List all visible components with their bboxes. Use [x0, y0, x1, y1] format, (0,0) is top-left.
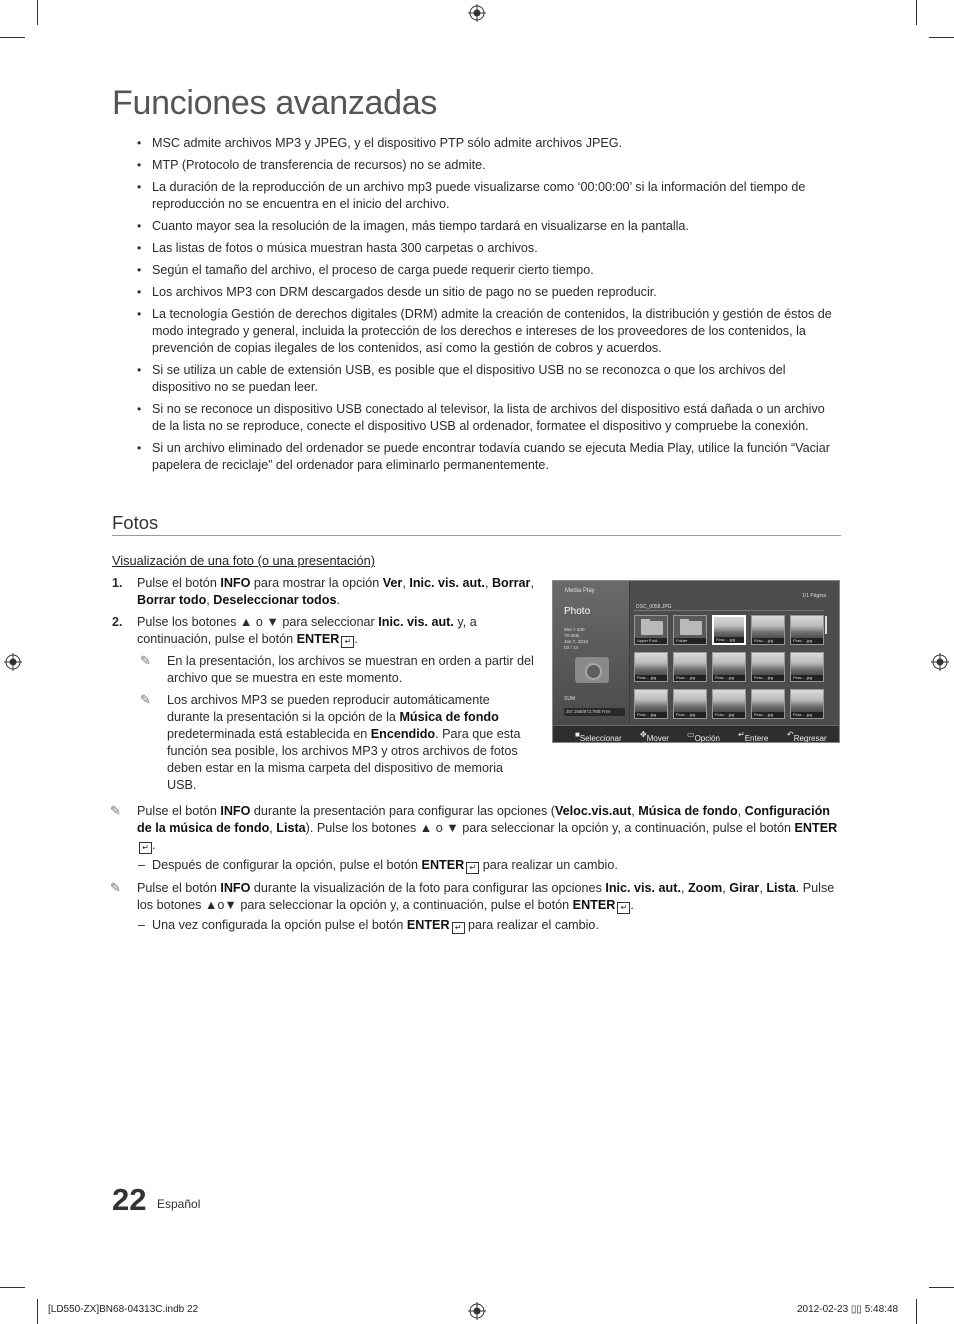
text: INFO — [220, 881, 251, 895]
text: . — [336, 593, 340, 607]
step-1 — [112, 575, 537, 609]
dash-marker: – — [138, 858, 146, 872]
print-datetime: 2012-02-23 ▯▯ 5:48:48 — [797, 1304, 899, 1315]
tv-info-panel — [553, 581, 629, 725]
text: Deseleccionar todos — [213, 593, 337, 607]
bullet-item: • Las listas de fotos o música muestran hasta 300 carpetas o archivos. — [137, 240, 837, 257]
tv-section-title: Photo — [564, 606, 591, 617]
text: Entere — [744, 734, 769, 743]
tv-thumbnail-area — [630, 581, 840, 725]
registration-mark-icon — [468, 4, 486, 22]
text: Los archivos MP3 se pueden reproducir automáticamente durante la presentación si la opción de la — [167, 693, 490, 724]
text: En la presentación, los archivos se muestran en orden a partir del archivo que se muestra en este momento. — [167, 654, 534, 685]
enter-icon: ↵ — [466, 862, 479, 874]
tv-screenshot — [552, 580, 840, 743]
registration-mark-icon — [931, 653, 949, 671]
text: . — [630, 898, 634, 912]
text: 03 / 14 — [564, 645, 579, 650]
text: Seleccionar — [579, 734, 622, 743]
pencil-note-icon: ✎ — [140, 692, 151, 707]
text: , — [484, 576, 492, 590]
subsection-heading: Visualización de una foto (o una presentación) — [112, 553, 375, 568]
photo-thumbnail[interactable] — [751, 689, 785, 719]
registration-mark-icon — [468, 1302, 486, 1320]
section-divider — [112, 535, 841, 536]
bullet-list — [137, 135, 837, 479]
text: , — [530, 576, 534, 590]
text: ENTER — [572, 898, 616, 912]
crop-mark — [0, 37, 25, 38]
text: ENTER — [296, 632, 340, 646]
photo-thumbnail[interactable] — [751, 615, 785, 645]
camera-icon — [575, 657, 609, 683]
tv-free-space: 387.2MB/973.7MB Free — [564, 708, 625, 716]
crop-mark — [37, 1299, 38, 1324]
text: predeterminada está establecida en — [167, 727, 371, 741]
text: ENTER — [794, 821, 838, 835]
text: para realizar el cambio. — [464, 918, 599, 932]
photo-thumbnail[interactable] — [790, 615, 824, 645]
text: . Para que esta función sea posible, los archivos MP3 y otros archivos de fotos deben estar en la misma carpeta del dispositivo de memoria USB. — [167, 727, 521, 792]
text: , — [631, 804, 639, 818]
bullet-item: • MTP (Protocolo de transferencia de recursos) no se admite. — [137, 157, 837, 174]
text: . Pulse los botones ▲o▼ para seleccionar la opción y, a continuación, pulse el botón — [137, 881, 835, 912]
text: , — [759, 881, 767, 895]
note-1 — [140, 653, 537, 687]
photo-thumbnail[interactable] — [790, 689, 824, 719]
tv-file-meta — [564, 627, 624, 651]
text: 550 × 440 — [564, 627, 585, 632]
text: Flow... .jpg — [674, 712, 706, 718]
text: Folder — [674, 638, 706, 644]
text: Flow... .jpg — [674, 675, 706, 681]
bullet-item: • Si se utiliza un cable de extensión USB, es posible que el dispositivo USB no se reconozca o que los archivos del dispositivo no se puedan leer. — [137, 362, 837, 396]
tv-device-label: SUM — [564, 696, 576, 702]
option-button[interactable]: ▭ Opción — [687, 730, 720, 743]
step-2 — [112, 614, 507, 648]
text: Flow... .jpg — [714, 637, 744, 643]
text: INFO — [220, 804, 251, 818]
page-number: 22 — [112, 1182, 147, 1217]
bullet-item: • Si un archivo eliminado del ordenador se puede encontrar todavía cuando se ejecuta Media Play, utilice la función “Vaciar papelera de reciclaje” del ordenador para eliminarlo permanentemente. — [137, 440, 837, 474]
return-button[interactable]: ↶ Regresar — [787, 730, 827, 743]
note-3 — [110, 803, 842, 854]
text: ). Pulse los botones ▲ o ▼ para seleccionar la opción y, a continuación, pulse el botón — [305, 821, 795, 835]
text: durante la visualización de la foto para configurar las opciones — [250, 881, 606, 895]
text: , — [269, 821, 277, 835]
text: Flow... .jpg — [713, 675, 745, 681]
text: Flow... .jpg — [791, 638, 823, 644]
folder-thumbnail[interactable] — [634, 615, 668, 645]
enter-icon: ↵ — [341, 636, 354, 648]
text: Regresar — [793, 734, 827, 743]
text: durante la presentación para configurar las opciones ( — [250, 804, 555, 818]
text: Flow... .jpg — [752, 638, 784, 644]
dash-marker: – — [138, 918, 146, 932]
text: Veloc.vis.aut — [554, 804, 632, 818]
text: ENTER — [421, 858, 465, 872]
photo-thumbnail[interactable] — [673, 689, 707, 719]
enter-icon: ↵ — [617, 902, 630, 914]
pencil-note-icon: ✎ — [110, 803, 121, 818]
crop-mark — [929, 37, 954, 38]
text: Inic. vis. aut. — [605, 881, 681, 895]
text: Zoom — [687, 881, 723, 895]
scrollbar[interactable] — [825, 616, 827, 634]
text: ENTER — [406, 918, 450, 932]
photo-thumbnail[interactable] — [790, 652, 824, 682]
registration-mark-icon — [4, 653, 22, 671]
text: Inic. vis. aut. — [409, 576, 485, 590]
tv-page-indicator: 1/1 Página — [802, 593, 826, 599]
text: Flow... .jpg — [635, 712, 667, 718]
photo-thumbnail[interactable] — [712, 652, 746, 682]
text: Flow... .jpg — [752, 712, 784, 718]
enter-icon: ↵ — [139, 842, 152, 854]
text: Pulse el botón — [137, 881, 221, 895]
tv-button-bar — [553, 725, 840, 743]
photo-thumbnail-selected[interactable] — [712, 615, 746, 645]
step-number: 1. — [112, 576, 123, 590]
folder-thumbnail[interactable] — [673, 615, 707, 645]
text: . — [152, 838, 156, 852]
text: Mover — [646, 734, 669, 743]
text: Encendido — [370, 727, 436, 741]
text: , — [206, 593, 214, 607]
text: para mostrar la opción — [250, 576, 383, 590]
text: Una vez configurada la opción pulse el botón — [152, 918, 407, 932]
sub-note-1 — [138, 857, 842, 874]
text: Flow... .jpg — [713, 712, 745, 718]
text: , — [402, 576, 410, 590]
note-4 — [110, 880, 842, 914]
enter-icon: ↵ — [452, 922, 465, 934]
text: Ver — [382, 576, 403, 590]
select-button[interactable]: ■ Seleccionar — [575, 730, 622, 743]
enter-button[interactable]: ↵ Entere — [738, 730, 769, 743]
photo-thumbnail[interactable] — [634, 689, 668, 719]
page-title: Funciones avanzadas — [112, 84, 438, 122]
section-title: Fotos — [112, 512, 159, 533]
photo-thumbnail[interactable] — [712, 689, 746, 719]
move-button[interactable]: ✥ Mover — [640, 730, 669, 743]
text: Upper Fold... — [635, 638, 667, 644]
crop-mark — [37, 0, 38, 25]
text: . — [354, 632, 358, 646]
photo-thumbnail[interactable] — [751, 652, 785, 682]
text: , — [722, 881, 730, 895]
text: y, a continuación, pulse el botón — [137, 615, 477, 646]
text: Opción — [694, 734, 720, 743]
step-number: 2. — [112, 615, 123, 629]
text: Pulse el botón — [137, 576, 221, 590]
text: para realizar un cambio. — [479, 858, 618, 872]
text: Flow... .jpg — [791, 712, 823, 718]
text: Borrar — [491, 576, 531, 590]
crop-mark — [0, 1287, 25, 1288]
crop-mark — [929, 1287, 954, 1288]
text: Pulse los botones ▲ o ▼ para seleccionar — [137, 615, 379, 629]
print-file-name: [LD550-ZX]BN68-04313C.indb 22 — [48, 1304, 199, 1315]
photo-thumbnail[interactable] — [673, 652, 707, 682]
bullet-item: • La duración de la reproducción de un archivo mp3 puede visualizarse como ‘00:00:00’ si la información del tiempo de reproducción no se encuentra en el inicio del archivo. — [137, 179, 837, 213]
bullet-item: • Si no se reconoce un dispositivo USB conectado al televisor, la lista de archivos del dispositivo está dañada o un archivo de la lista no se reproduce, conecte el dispositivo USB al ordenador, formatee el dispositivo y compruebe la conexión. — [137, 401, 837, 435]
text: INFO — [220, 576, 251, 590]
crop-mark — [916, 1299, 917, 1324]
tv-current-file: DSC_0058.JPG — [636, 604, 672, 610]
text: Borrar todo — [137, 593, 207, 607]
text: Flow... .jpg — [752, 675, 784, 681]
text: Música de fondo — [638, 804, 738, 818]
language-label: Español — [157, 1197, 201, 1211]
text: Flow... .jpg — [791, 675, 823, 681]
bullet-item: • MSC admite archivos MP3 y JPEG, y el dispositivo PTP sólo admite archivos JPEG. — [137, 135, 837, 152]
text: , — [680, 881, 688, 895]
pencil-note-icon: ✎ — [140, 653, 151, 668]
text: Pulse el botón — [137, 804, 221, 818]
photo-thumbnail[interactable] — [634, 652, 668, 682]
sub-note-2 — [138, 917, 842, 934]
bullet-item: • Los archivos MP3 con DRM descargados desde un sitio de pago no se pueden reproducir. — [137, 284, 837, 301]
text: Después de configurar la opción, pulse el botón — [152, 858, 422, 872]
text: Jan 7, 2010 — [564, 639, 589, 644]
bullet-item: • La tecnología Gestión de derechos digitales (DRM) admite la creación de contenidos, la distribución y gestión de éstos de modo integrado y general, incluida la protección de los derechos e intereses de los proveedores de los contenidos, la prevención de copias ilegales de los contenidos, así como la gestión de cobros y acuerdos. — [137, 306, 837, 357]
bullet-item: • Cuanto mayor sea la resolución de la imagen, más tiempo tardará en visualizarse en la pantalla. — [137, 218, 837, 235]
text: Lista — [766, 881, 796, 895]
text: Lista — [276, 821, 306, 835]
text: Flow... .jpg — [635, 675, 667, 681]
media-play-logo: Media Play — [565, 588, 595, 594]
text: Inic. vis. aut. — [378, 615, 454, 629]
divider — [634, 610, 824, 611]
crop-mark — [916, 0, 917, 25]
bullet-item: • Según el tamaño del archivo, el proceso de carga puede requerir cierto tiempo. — [137, 262, 837, 279]
text: Girar — [729, 881, 760, 895]
note-2 — [140, 692, 522, 794]
pencil-note-icon: ✎ — [110, 880, 121, 895]
text: , — [737, 804, 745, 818]
text: Música de fondo — [399, 710, 499, 724]
text: 79.6KB — [564, 633, 580, 638]
text: Configuración de la música de fondo — [137, 804, 830, 835]
